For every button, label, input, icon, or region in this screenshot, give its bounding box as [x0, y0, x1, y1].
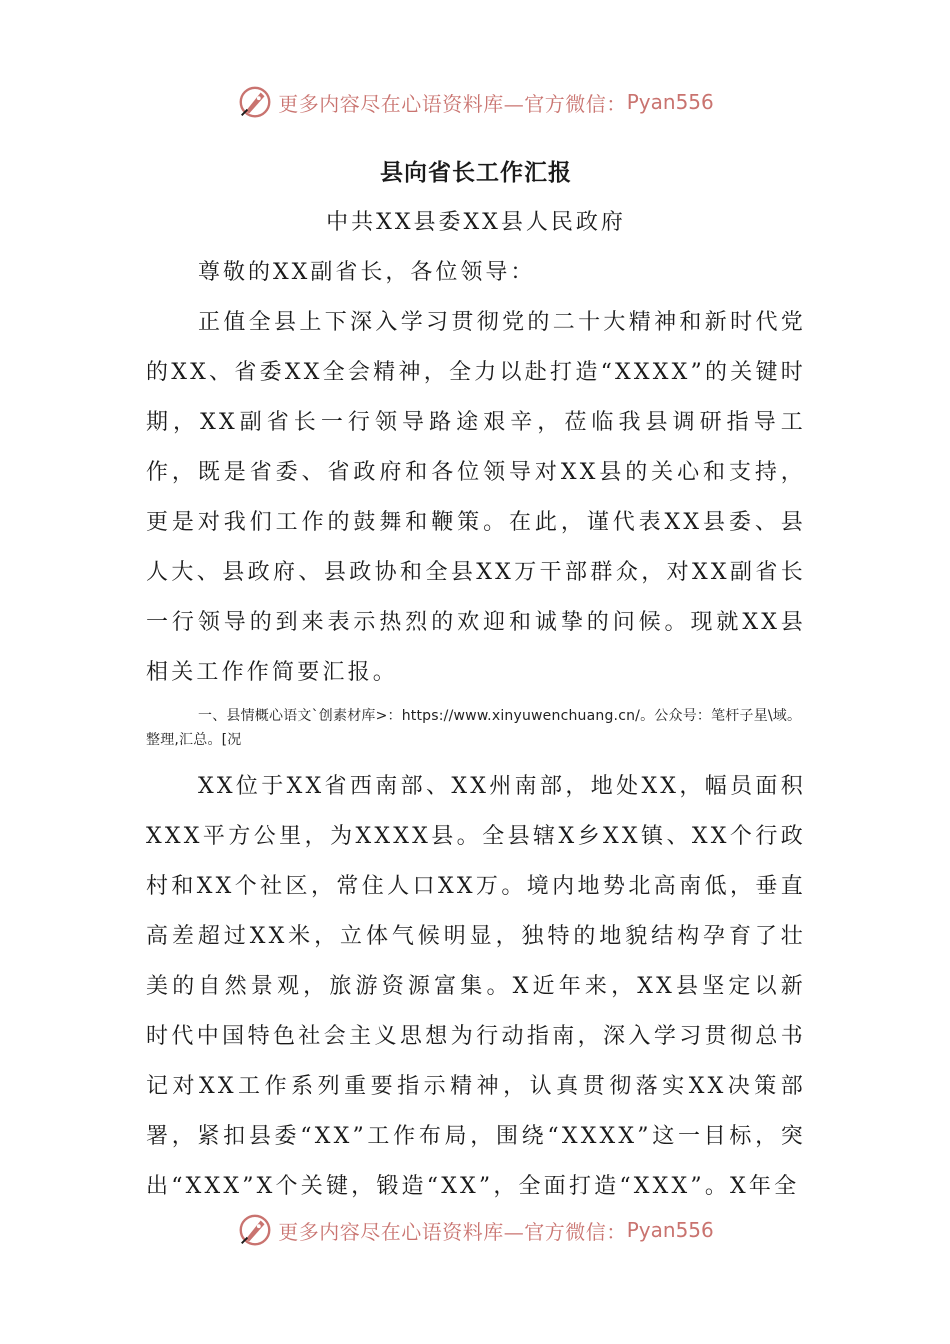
- header-banner: [0, 80, 950, 124]
- banner-text: 更多内容尽在心语资料库—官方微信：: [278, 1219, 627, 1244]
- banner-wechat-id: Pyan556: [626, 1218, 714, 1242]
- document-subtitle: 中共XX县委XX县人民政府: [326, 210, 626, 235]
- footer-banner: [0, 1208, 950, 1252]
- pen-nib-logo-icon: [236, 83, 274, 121]
- section-heading-note: 一、县情概心语文`创素材库>：https://www.xinyuwenchuang.cn/。公众号：笔杆子星\域。整理,汇总。[况: [146, 708, 802, 748]
- paragraph-county-overview: XX位于XX省西南部、XX州南部，地处XX，幅员面积XXX平方公里，为XXXX县。全县辖X乡XX镇、XX个行政村和XX个社区，常住人口XX万。境内地势北高南低，垂直高差超过XX米，立体气候明显，独特的地貌结构孕育了壮美的自然景观，旅游资源富集。X近年来，XX县坚定以新时代中国特色社会主义思想为行动指南，深入学习贯彻总书记对XX工作系列重要指示精神，认真贯彻落实XX决策部署，紧扣县委“XX”工作布局，围绕“XXXX”这一目标，突出“XXX”X个关键，锻造“XX”，全面打造“XXX”。X年全: [146, 774, 806, 1199]
- banner-wechat-id: Pyan556: [626, 90, 714, 114]
- paragraph-intro: 正值全县上下深入学习贯彻党的二十大精神和新时代党的XX、省委XX全会精神，全力以赴打造“XXXX”的关键时期，XX副省长一行领导路途艰辛，莅临我县调研指导工作，既是省委、省政府和各位领导对XX县的关心和支持，更是对我们工作的鼓舞和鞭策。在此，谨代表XX县委、县人大、县政府、县政协和全县XX万干部群众，对XX副省长一行领导的到来表示热烈的欢迎和诚挚的问候。现就XX县相关工作作简要汇报。: [146, 310, 806, 685]
- document-title: 县向省长工作汇报: [380, 159, 572, 186]
- greeting-line: 尊敬的XX副省长，各位领导：: [198, 260, 536, 285]
- document-body: [146, 148, 806, 1212]
- banner-text: 更多内容尽在心语资料库—官方微信：: [278, 91, 627, 116]
- pen-nib-logo-icon: [236, 1211, 274, 1249]
